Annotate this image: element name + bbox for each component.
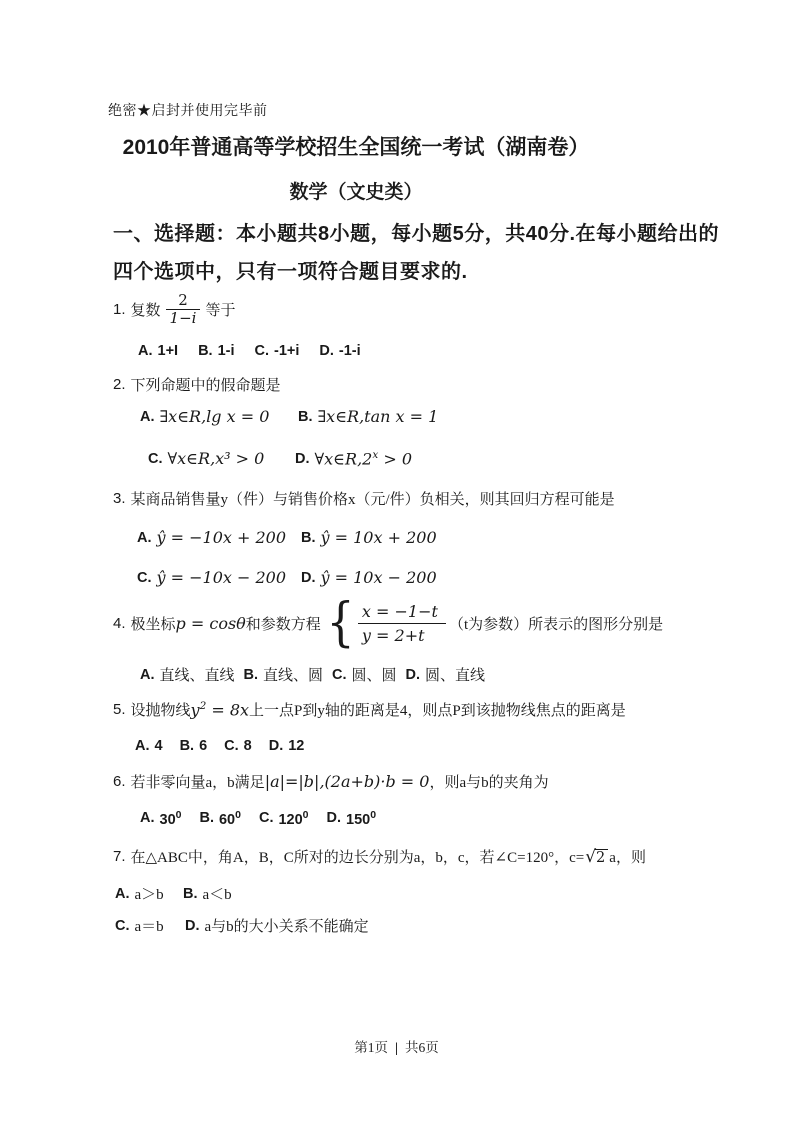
section-intro-line2: 四个选项中，只有一项符合题目要求的. bbox=[113, 261, 468, 283]
option-4b: B. 直线、圆 bbox=[243, 666, 324, 684]
vector-condition: |a|=|b|,(2a+b)·b = 0 bbox=[264, 772, 430, 791]
exam-subtitle: 数学（文史类） bbox=[289, 182, 423, 203]
question-7-text-post: a，则 bbox=[609, 850, 646, 866]
fraction-numerator: 2 bbox=[178, 291, 188, 309]
question-7-number: 7. bbox=[113, 848, 126, 865]
section-intro-line1: 一、选择题：本小题共8小题，每小题5分，共40分.在每小题给出的 bbox=[113, 223, 720, 245]
exam-title: 2010年普通高等学校招生全国统一考试（湖南卷） bbox=[122, 136, 590, 159]
question-1-text-pre: 复数 bbox=[130, 302, 161, 319]
degree-exponent: 0 bbox=[175, 809, 182, 821]
question-2-text: 下列命题中的假命题是 bbox=[130, 378, 281, 394]
exponent: x bbox=[372, 449, 379, 461]
cases-brace: { bbox=[326, 593, 355, 653]
option-5a: A. 4 bbox=[135, 738, 163, 754]
option-6c: C. $120^0$ bbox=[258, 809, 309, 828]
question-4-options bbox=[140, 664, 485, 685]
option-1d: D. -1-i bbox=[319, 343, 361, 359]
question-1-number: 1. bbox=[113, 300, 126, 318]
option-4d: D. 圆、直线 bbox=[405, 666, 486, 684]
question-5-stem bbox=[113, 699, 626, 720]
option-2d: D. $\forall x\in R,2^x > 0$ bbox=[295, 449, 413, 469]
option-7c: C. a＝b bbox=[115, 917, 164, 935]
question-7-options-row1 bbox=[115, 883, 232, 904]
option-4c: C. 圆、圆 bbox=[332, 666, 397, 684]
sqrt-expression bbox=[585, 847, 608, 867]
question-1-text-post: 等于 bbox=[205, 302, 236, 319]
option-6a: A. $30^0$ bbox=[140, 809, 182, 828]
fraction-denominator: 1−i bbox=[166, 309, 201, 327]
question-2-stem bbox=[113, 374, 281, 395]
option-2a: A. ∃x∈R,lg x = 0 bbox=[140, 407, 270, 426]
question-2-options-row1 bbox=[140, 407, 438, 426]
fraction bbox=[166, 292, 201, 326]
parametric-equations bbox=[324, 593, 446, 653]
option-4a: A. 直线、直线 bbox=[140, 666, 235, 684]
option-7d: D. a与b的大小关系不能确定 bbox=[185, 917, 369, 935]
option-3c: C. ŷ = −10x − 200 bbox=[137, 568, 287, 587]
degree-exponent: 0 bbox=[235, 809, 241, 821]
radicand: 2 bbox=[595, 849, 608, 866]
question-4-stem bbox=[113, 593, 664, 653]
question-5-text-post: 上一点P到y轴的距离是4，则点P到该抛物线焦点的距离是 bbox=[249, 703, 626, 719]
degree-exponent: 0 bbox=[370, 809, 377, 821]
question-3-options-row2 bbox=[137, 568, 437, 587]
option-7b: B. a＜b bbox=[183, 885, 232, 903]
question-4-text-pre: 极坐标 bbox=[130, 616, 176, 633]
question-6-stem bbox=[113, 771, 549, 792]
question-5-options bbox=[135, 738, 304, 754]
option-3b: B. ŷ = 10x + 200 bbox=[301, 528, 437, 547]
question-6-text-pre: 若非零向量a，b满足 bbox=[130, 775, 265, 791]
question-2-number: 2. bbox=[113, 376, 126, 393]
question-5-number: 5. bbox=[113, 701, 126, 718]
parabola-equation: $y^2 = 8x$ bbox=[190, 699, 250, 720]
option-3a: A. ŷ = −10x + 200 bbox=[137, 528, 287, 547]
question-7-text-pre: 在△ABC中，角A，B，C所对的边长分别为a，b，c，若∠C=120°，c= bbox=[130, 850, 585, 866]
page-number: 第1页 bbox=[354, 1040, 388, 1055]
security-notice: 绝密★启封并使用完毕前 bbox=[108, 104, 268, 119]
footer-separator: | bbox=[395, 1040, 398, 1055]
parametric-x: x = −1−t bbox=[361, 601, 438, 621]
option-6d: D. $150^0$ bbox=[326, 809, 377, 828]
option-1c: C. -1+i bbox=[254, 343, 300, 359]
question-1-stem bbox=[113, 292, 235, 326]
option-5c: C. 8 bbox=[224, 738, 252, 754]
option-2b: B. ∃x∈R,tan x = 1 bbox=[298, 407, 439, 426]
option-3d: D. ŷ = 10x − 200 bbox=[301, 568, 437, 587]
page-footer bbox=[0, 1036, 793, 1056]
question-3-options-row1 bbox=[137, 528, 437, 547]
radical-sign: √ bbox=[585, 846, 597, 867]
page-total: 共6页 bbox=[404, 1040, 439, 1055]
question-6-number: 6. bbox=[113, 773, 126, 790]
question-4-text-mid: 和参数方程 bbox=[245, 616, 321, 633]
degree-exponent: 0 bbox=[302, 809, 309, 821]
question-4-number: 4. bbox=[113, 614, 126, 632]
question-5-text-pre: 设抛物线 bbox=[130, 703, 191, 719]
question-6-options bbox=[140, 809, 376, 828]
option-1a: A. 1+I bbox=[138, 343, 179, 359]
option-1b: B. 1-i bbox=[198, 343, 235, 359]
question-3-number: 3. bbox=[113, 490, 126, 507]
question-7-options-row2 bbox=[115, 915, 369, 936]
question-1-options bbox=[138, 343, 361, 359]
question-3-stem bbox=[113, 488, 615, 509]
question-7-stem bbox=[113, 846, 646, 867]
question-3-text: 某商品销售量y（件）与销售价格x（元/件）负相关，则其回归方程可能是 bbox=[130, 492, 615, 508]
question-4-text-post: （t为参数）所表示的图形分别是 bbox=[448, 616, 664, 633]
option-6b: B. $60^0$ bbox=[199, 809, 241, 828]
option-7a: A. a＞b bbox=[115, 885, 164, 903]
question-6-text-post: ，则a与b的夹角为 bbox=[429, 775, 549, 791]
option-2c: C. ∀x∈R,x³ > 0 bbox=[148, 449, 265, 469]
option-5b: B. 6 bbox=[179, 738, 208, 754]
polar-equation: p = cosθ bbox=[175, 613, 246, 633]
exponent: 2 bbox=[199, 699, 207, 712]
parametric-y: y = 2+t bbox=[358, 623, 446, 645]
option-5d: D. 12 bbox=[268, 738, 305, 754]
question-2-options-row2 bbox=[148, 449, 412, 468]
